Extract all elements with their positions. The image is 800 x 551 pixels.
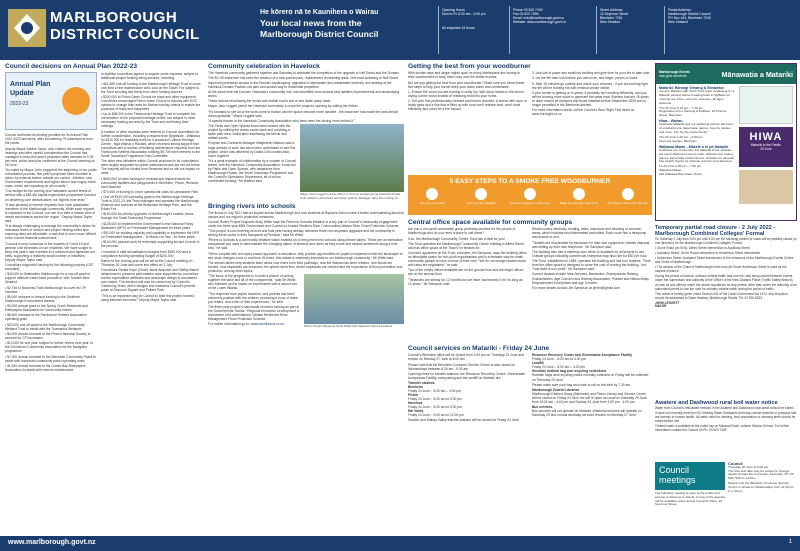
header-title-1: Your local news from the [260, 18, 362, 28]
paragraph: "It's fantastic to see all of the work come to fruition and the space become more useable - the makeover has made the area almost unrecognisable," Mayor Leggett said. [208, 109, 399, 118]
list-item: • Grove Road (on SH1): Alfred Street intersection to Auckland Street [655, 246, 750, 251]
woodburner-banner [408, 175, 652, 215]
paragraph: Deputy Mayor Nadine Taylor, who chaired the meeting and hearings said after careful consideration the Council had managed to keep this year's proposed rates increase to 5.39 per cent, which would be confirmed at the Council meeting on 30 June. [5, 146, 95, 167]
org-name-line2: DISTRICT COUNCIL [50, 26, 200, 43]
postal-line: New Zealand [668, 20, 688, 25]
paragraph: Rubbish bags and recycling crates normally collected on Friday will be collected on Thursday 23 June. [532, 373, 649, 382]
header-greeting: He kōrero nā te Kaunihera o Wairau [260, 9, 379, 16]
hours: Friday 24 June – 8.00 am – 4.30 pm [408, 389, 461, 394]
paragraph: The Trust operates the Marlborough Community Centre building in Alfred Street and has office space at the Town's for tenants for. [408, 241, 524, 250]
paragraph[interactable]: For more details contact Jim Sampson at jimrhs@gmail.com [532, 285, 620, 290]
subheading: Landfill [532, 361, 544, 366]
poster-date: 23 June [760, 147, 772, 151]
paragraph: As well as any offence under the above regulations for any person other than under the authority of an authorised permit to use the road for ordinary vehicle traffic during the period of traffic. [655, 282, 797, 291]
article-heading: Council decisions on Annual Plan 2022-23 [5, 63, 138, 70]
hiwa-poster [739, 127, 793, 167]
events-title: Mānawatia a Matariki [721, 69, 793, 79]
paragraph: Please note the Blenheim Customer Service Centre is closed on Wednesdays from 12.30 pm to 1.30 pm [728, 481, 794, 493]
paragraph: The stream tables help students learn about how rivers form their pathways, how the Wairau has been created, how floods are formed, how stopbanks are breached, the speed rivers flow, where stopbanks are needed and the importance of flood prevention and protection, among other topics. [208, 260, 403, 274]
article-heading: Getting the best from your woodburner [408, 63, 531, 70]
paragraph: Opening times for transfer stations, the Resource Recovery Centre, Greenwaste Acceptance Facility, compositing and the landfill on Matariki are: [408, 371, 526, 380]
banner-title: 5 EASY STEPS TO A SMOKE FREE WOODBURNER [449, 178, 611, 185]
paragraph: During the period of closure, ordinary vehicle traffic may use the road being closed between events under the supervision and authority of the Officer of the New Zealand Police (Traffic Safety Branch). [655, 273, 794, 282]
hours: Friday 24 June – 8.00 am to 4.30 pm [532, 357, 586, 362]
street-label: Street Address: [600, 8, 624, 12]
list-item: • One off $100,000 operating grant to the Marlborough Heritage Trust in 2022-23: the Trust manages and operates the Marlborough Museum and archives at the Brayshaw Heritage Park, and the Edwin Fox [101, 195, 200, 212]
list-item: • $70,000 of funding to cover operational costs at Lansdowne Park [101, 189, 199, 194]
rivers-schools-photo [304, 274, 404, 324]
signatory-title: MAYOR [655, 304, 667, 309]
council-meeting-details [728, 462, 797, 535]
paragraph: On Saturday 2 July from 5.00 pm until 8.00 pm the following portion of roads will be partially closed (in one direction) for the Marlborough Combined Colleges' Formal: [655, 237, 797, 246]
hours: Friday 24 June – 9.00 am to 12.00 pm [408, 413, 464, 418]
central-office-article [408, 219, 652, 339]
event-location: Waikawa Marae, [659, 168, 682, 173]
opening-hours-label: Opening Hours [442, 8, 465, 12]
subheading: Kerbside rubbish bag and recycling collections [532, 369, 607, 374]
postal-label: Postal Address: [668, 8, 692, 12]
website-link[interactable]: Website: www.marlborough.govt.nz [513, 20, 567, 25]
paragraph: Rental covers electricity, heating, rates, insurance and cleaning of common areas, which includes two kitchenettes and toilets. Each room has a heatpump and access to wi-fi. [532, 227, 647, 240]
paragraph: The following meeting is open to the public and anyone is welcome to attend. A copy of the agenda will be available online and at Council's office, 15 Seymour Street. [655, 491, 725, 507]
list-item: • $2,746 to Business Trust Marlborough to cover its CPI increase [5, 285, 87, 294]
paragraph: The Havelock community gathered together last Saturday to celebrate the completion of the upgrade to Neil Street and the Domain. [208, 71, 400, 76]
banner-step [410, 188, 454, 205]
marae-market-photo [739, 170, 793, 204]
list-item: • $4,000 annual increase to the Picton Historical Society to account for CPI increases [5, 331, 91, 341]
paragraph: "Council is very conscious of the impacts of Covid-19 and general cost increases on our residents. We have sought to keep this year's rate increase to a minimum and tightened our belts, supporting a relatively small number of initiatives," Deputy Mayor Taylor said. [5, 241, 96, 262]
photo-caption: Mayor John Leggett cut the ribbon in front of excited young Havelock Pupils Club children, with Parks and Open Spaces Manager Jane Tito looking on [300, 192, 401, 200]
meetings-title-2: meetings [659, 475, 696, 485]
header-title-2: Marlborough District Council [260, 29, 379, 39]
paragraph: Mayor John Leggett joined the Havelock community to mark the project's opening by cutting the ribbon. [208, 104, 359, 109]
paragraph: Council confirmed its funding priorities for its Annual Plan 2022-2023 last week, after considering 75 submissions from the public. [5, 133, 93, 146]
step-label: Get your flue checked [467, 201, 496, 205]
event-time: Thu 23 June 5.15 am – 7.30 am [659, 105, 703, 110]
paragraph: "As noted by Mayor John Leggett at the beginning of our public consultation process, this year's proposed rates increase is driven by external factors outside our control - inflation; new Government requirements and higher labour and supply chain costs, which are impacting on all councils." [5, 168, 97, 189]
list-item: • Auckland Street: Grove Road intersection to Hutcheson Street intersection [655, 251, 761, 256]
paragraph: Two of the empty offices available are on the ground floor and the larger offices are on the second floor. [408, 268, 524, 277]
paragraph: "A special thanks to the Havelock Community Association who have been the driving force behind it." [208, 118, 355, 123]
list-item: • $20,000 one-off grant to the Marlborough Community Wetland Trust to assist with the Tuamarina Wetlands [5, 322, 85, 331]
subheading: Bus services [532, 405, 553, 410]
footer-website-link[interactable]: www.marlborough.govt.nz [8, 539, 96, 546]
street-line: Blenheim 7201 [600, 16, 623, 21]
list-item: 1. Ensure the wood you are burning is really dry. Wet wood results in the burner drying out the wood instead of releasing heat into your home. [408, 89, 525, 98]
paragraph: Projects and Contracts Manager Maighdean Watson said a huge amount of work has since been undertaken to see this project, which was delivered by Daltra Civil construction, come together. [208, 141, 296, 158]
havelock-article [208, 63, 404, 535]
banner-step [557, 188, 601, 205]
youth-trust-graphic [739, 86, 793, 124]
opening-hours: Mon to Fri 8.00 am - 5.00 pm [442, 12, 486, 17]
annual-plan-badge [5, 72, 97, 130]
subheading: Transfer stations [408, 381, 435, 386]
paragraph: "It was pleasing to receive requests from such passionate members of the Marlborough community. While each request is important to the Council, our role is to take a holistic view of needs and balance across the region," Deputy Mayor Taylor said. [5, 202, 96, 223]
event-description: Celebrate our community this Matariki at the whānau-led event offering food and crafts, delicious kai, bakery, games, kapa haka performances, activities for tamariki, free health checks for whānau and live entertainment. [659, 148, 735, 164]
paragraph: The $1.1M makeover has seen the creation of a new pocket park, replacement of retaining walls, new road surfacing to Neil Street, improved pedestrian access to the Domain, landscaping, upgrades to stormwater and wastewater services, and seating at the Havelock Domain Pavilion car park and access way to residential properties. [208, 76, 399, 89]
event-description: Join the Marlborough Youth Trust team at Rarangi for a Matariki viewing before heading back to MyBase for morning tea. Free, everyone welcome. All ages welcome. [659, 89, 735, 105]
list-item: • $40,000 to Destination Marlborough for a one-off grant to support offshore travel trade promotion, with Tourism New Zealand [5, 272, 91, 285]
paragraph: Council Rivers Project Engineer Andy White says the Rivers to Schools initiative is a key part of Council's community engagement under the three-year $9M Government and Council co-funded Resilient River Communities Wairau River Flood Protection Scheme. [208, 219, 400, 228]
badge-graphic-icon [62, 87, 90, 115]
annual-plan-article [5, 63, 205, 535]
meetings-title-1: Council [659, 465, 690, 475]
step-label: Use lots of paper & small wood [510, 201, 550, 205]
article-heading: Awatere and Dashwood rural boil water notice [655, 400, 778, 406]
article-heading: Central office space available for community groups [408, 219, 573, 226]
boil-water-notice [655, 400, 797, 460]
article-heading: Temporary partial road closure - 2 July 2022 - Marlborough Combined Colleges' Formal [655, 225, 776, 238]
paragraph: The time and date may be subject to change; please contact the Committee Secretary, Ph: 03 520 7400 to confirm. [728, 468, 794, 481]
step-label: Make sure fire has taken hold [559, 201, 598, 205]
council-meetings-title [655, 462, 725, 490]
step-icon [524, 188, 536, 200]
paragraph: The Parks and Open Spaces team have worked with the project by shifting the tennis courts back and providing a skate park area, whilst also resurfacing the tennis and netball courts. [208, 124, 291, 141]
paragraph: "The response from pupils, teachers, and parents has been extremely positive with the children producing a book of thank you letters, and a film of their experiences," he said. [208, 291, 298, 304]
paragraph: Council's appointee on the Trust, volunteer Jim Sampson, says the building offers an affordable space for non-profit organisations and is a fantastic way for small community groups to have a home of their own. "We do not charge market rental and rates are negotiated," he said. [408, 251, 527, 268]
badge-year: 2022-23 [10, 101, 29, 108]
paragraph: "Our budget for the coming year maintains current levels of service with a $83.4M capital expenditure programme focused on delivering core infrastructure; our highest ever level." [5, 189, 96, 202]
paragraph: For more information check out the Council's Burn Right Find direct at: www.burnright.co.nz [532, 108, 635, 117]
list-item: • $125,000 to implement the Government's new National Policy Statement (NPS) on Freshwater Management for three years [101, 221, 194, 230]
subheading: Blenheim [408, 385, 423, 390]
list-item: • $13,000 for one year, subject to further review next year, to the Grovetown Community Association for the Navigator programme [5, 341, 94, 354]
page-footer [0, 536, 800, 551]
council-meetings-box [655, 462, 725, 535]
paragraph: "The focus of the programme is to build a picture of putting together the table and all of the components," said Mr White, who followed up the hands-on experiments with a school tour of the Lower Wairau. [208, 274, 298, 291]
paragraph: With shorter days and longer nights upon us many Marlburians are turning to their woodburners to keep them cosy over the winter months. [408, 71, 520, 80]
paragraph: But are you getting the best from your woodburner? Make sure you follow these five steps to help your burner keep your home warm and comfortable. [408, 80, 525, 89]
paragraph: These include resurfacing the tennis and netball courts and a new skate pump track. [208, 99, 331, 104]
paragraph: It does not currently meet the NZ Drinking Water Standards and may contain bacteria or protozoa that are harmful to human health. All water used for drinking, food preparation or cleaning teeth should be boiled before use. [655, 411, 797, 423]
paragraph: Are you a non-profit community group providing services for the people of Marlborough and do you need a place to call home? [408, 227, 516, 236]
meeting-time: Thursday 30 June at 9.00 am [728, 464, 769, 469]
paragraph: The other new initiatives within Council proposed in its consultation were largely supported by public submissions and are set out below. The majority will be funded from Reserves and so will not impact on rates. [101, 159, 201, 176]
banner-step [459, 188, 503, 205]
list-item: • $1,540 annual increase to the Ocean Bay Ratepayers Association to assist with reserve maintenance [5, 363, 86, 372]
paragraph: The floods in July 2021 had an impact across Marlborough and now students at Rapaura School have a better understanding about its causes and our region's protection measures. [208, 210, 404, 219]
org-name-line1: MARLBOROUGH [50, 9, 178, 26]
paragraph: Please note that the Blenheim Customer Service Centre is also closed on Wednesdays between 8.30 am - 9.30 am. [408, 362, 516, 371]
list-item: • $31,689 one-off funding to the Marlborough Heritage Trust to cover one-third of the maintenance work cost on the Edwin Fox subject to the Trust securing two thirds from other funding sources [101, 81, 201, 94]
paragraph: Councillors Gerald Hope (Chair) Jamie Arbuckle and Shelby Beach determined to preserve park estates were supported by councillors but the expenditure attributes and landscape design is considered and costed. The decision will now be carried out by Council's Gardening Team, which designs and maintains Council's premier parks at Seymour Square and Pollard Park. [101, 268, 199, 293]
hours: Friday 24 June – 8.00 am – 4.00 pm [532, 365, 585, 370]
article-heading: Community celebration in Havelock [208, 63, 320, 70]
hours: Friday 24 June – 8.00 am to 4.00 pm [408, 405, 462, 410]
list-item: • $600,000 of rates funding for renewal and improvements for community facilities and playgrounds in Blenheim, Picton, Renwick and Havelock [101, 176, 199, 189]
photo-caption: Rivers Project Engineer Andy White with Rapaura School students [304, 324, 393, 329]
paragraph: Current tenants include Idea Services, Barnardos, Grandparents Raising Grandchildren, Age Concern and Hearing Association, Plunket and Nelson Bays Empowerment Enterprises and Age Concern. [532, 272, 649, 285]
event-heading: Hiwa - Wairau [659, 119, 683, 124]
rivers-link[interactable]: www.riverlinksnz.co.nz [250, 322, 284, 327]
list-item: 5. After 15 minutes go outside and check your chimney - if you are burning right the fire will be burning hot with minimal smoke visible. [532, 81, 648, 90]
postal-line: PO Box 443, Blenheim 7240 [668, 16, 711, 21]
fax: Fax 03 520 7496 [513, 12, 539, 17]
step-icon [573, 188, 585, 200]
phone: Phone 03 520 7400 [513, 8, 543, 12]
paragraph: Rates for the coming year will be set at the Council meeting on Thursday 30 June and come into effect on 1 July. [101, 258, 193, 267]
paragraph: Seddon and Wairau Valley transfer stations will be closed on Friday 24 June. [408, 417, 520, 422]
list-item: • Up to $35,000 to the Flaxbourne Heritage Trust to complete the construction of the proposed heritage centre, but subject to other necessary funding secured by the Trust and confirming their costings [101, 112, 196, 129]
list-item: • $150,000 for priority upgrades in Marlborough's smaller towns through the Small Townships Programme [101, 212, 194, 221]
paragraph: "It is always challenging to manage the community's desire for increased levels of service and project funding whilst also ensuring rates are affordable, a task that is much more difficult in the current financial environment." [5, 224, 96, 241]
event-heading: Waikawa Marae - Mākete o te pō Matariki [659, 144, 729, 149]
havelock-ribbon-photo [300, 124, 404, 192]
list-item: • $5,000 increase in annual funding to the Southern Marlborough Environment Awards [5, 294, 81, 303]
paragraph: Council's Blenheim office will be closed from 5.00 pm on Thursday 23 June and reopen on Monday 27 June at 8.00 am. [408, 353, 524, 362]
street-line: 15 Seymour Street [600, 12, 629, 17]
paragraph: Councillors supported funding for the following projects (GST excluded): [5, 262, 94, 272]
paragraph: "When coupled with an inquiry-based approach to education, they provide opportunities for pupils to experiment with the landscape to see what changes occur in real time. At times, this nature is extremely important to our Marlborough community," Mr White said. [208, 251, 403, 260]
paragraph: Treated water is available at the public tap on Marama Road, outside Seddon School. For further information contact the Council on Ph: 03 520 7400. [655, 423, 790, 432]
list-item: • Hutcheson Street: Auckland Street intersection to the entrances of the Marlborough Events Centre and Clubs of Marlborough [655, 256, 794, 265]
email-link[interactable]: Email: mdc@marlborough.govt.nz [513, 16, 565, 21]
paragraph: "Tenancies are steady for 12 months but we have had tenants in for as long as 10 years," Mr Sampson said. [408, 277, 523, 286]
road-closure-notice [655, 225, 797, 397]
paragraph: If your burner is getting on in years, it probably isn't working efficiently, and you will be burning more wood to generate the same heat. Burners that are 15 years or older should be replaced and those installed before September 2005 are no longer permitted in the Blenheim airshed. [532, 91, 649, 108]
council-logo [8, 9, 46, 47]
street-line: New Zealand [600, 20, 620, 25]
enquiries-note: All enquiries 24 hours [442, 26, 475, 31]
list-item: • $3,000 annual grant to the Spring Creek Residents and Ratepayers Association for community events [5, 304, 88, 313]
paragraph: "This project is now entering its third and final year having already delivered three new stopbank upgrades and the community is seeing those works in their backyards at Renwick," said Mr White. [208, 229, 395, 238]
list-item: 2. Get your flue professionally cleaned and burner checked. A burner with worn or faulty parts and a flue that is filled up with soot won't release heat, won't work efficiently and could be a fire hazard. [408, 99, 527, 112]
paragraph: Bus services will not operate on Matariki. Weekend services will operate on Saturday 25 and normal weekday services resume on Monday 27 June. [532, 409, 642, 418]
paragraph: The building also has a meeting room which is available for all tenants to use. Outside groups including commercial enterprise may also hire for $30 per hour. [532, 249, 648, 258]
signatory-name: JOHN LEGGETT [655, 300, 680, 305]
events-brand: Marlborough Events [659, 70, 690, 74]
banner-step [508, 188, 552, 205]
subheading: Havelock [408, 401, 423, 406]
paragraph: Water from Council's reticulated network in the Awatere and Dashwood rural areas should be boiled. [655, 406, 795, 411]
event-location: Registration from: Rarangi & MyBase, 18 Kinross Street, Blenheim [659, 109, 727, 118]
subheading: Marlborough District Libraries [532, 388, 580, 392]
rivers-heading: Bringing rivers into schools [208, 203, 296, 211]
banner-step [606, 188, 650, 205]
postal-line: Marlborough District Council [668, 12, 711, 17]
event-time: Fri 24 June 4.00 pm – 7.00 pm [659, 164, 702, 169]
step-icon [426, 188, 438, 200]
paragraph: Marlborough District Library (Blenheim) and Picton Library and Service Centre will be closed on Friday 24 June but will re-open as usual on Saturday 25 June from 10:00 am - 4:00 pm and Sunday 26 June from 1:00 pm - 4:00 pm. [532, 392, 647, 405]
paragraph: The three-year project's nationwide received funding as part of the Governments' Kānoa - Regional Economic Development & Investment Unit-administered Climate Resilience River Management Flood Protection Scheme. [208, 305, 300, 322]
step-label: Buy dry wood early [420, 201, 445, 205]
step-icon [475, 188, 487, 200]
list-item: • $50,000 for building capacity and capability to implement the NPS on Freshwater Management - Te Mana o te Wai - for three years [101, 231, 200, 240]
page-header [0, 0, 800, 60]
matariki-events-panel [655, 63, 797, 221]
step-label: 15 minutes check your chimney [607, 201, 648, 205]
subheading: Picton [408, 393, 419, 398]
list-item: 3. Use lots of paper and small dry kindling and give time for your fire to take hold. [532, 71, 651, 76]
poster-subtitle: Matariki in the Pacific [750, 143, 781, 147]
poster-title: HIWA [749, 131, 783, 143]
paragraph: In addition councillors agreed to support some requests, subject to additional project funding being secured, including: [101, 72, 198, 81]
event-location: Seymour Square, Blenheim [659, 138, 697, 143]
paragraph: "Rivers to Schools is a community initiative which enables us to bring rivers into schools using stream tables. These are an interactive educational tool used to demonstrate the changing nature of streams and rivers as they erode and deposit sediments along a river bed," he said. [208, 238, 403, 251]
paragraph: Please make sure your bag and crate is out on the kerb by 7.30 am. [532, 382, 632, 387]
paragraph: "It's a great example of collaboration by a number of Council teams, with the Havelock Community Association. It was led by Parks and Open Spaces, with assistance from Marlborough Roads, the Small Townships Programme and the Council's Operations Department, all of whom contributed funding," Mr Watson said. [208, 158, 296, 184]
list-item: • $200,000 to Picton Dawn Chorus for traps and other equipment. Councillors encouraged Picton Dawn Chorus to discuss with DOC options to change their asks for Nature funding criteria to enable the purchase of traps and equipment [101, 94, 201, 111]
list-item: 4. Let the fire take hold before you add more, and larger, pieces of wood. [532, 76, 639, 81]
event-description: Celebrate Matariki and our wellbeing with an afternoon of entertainment, kapa haka, games, bouncy castles and more. Fun for the whole family! [659, 122, 734, 135]
event-location: 210 Waikawa Bay Road, Picton [659, 172, 703, 177]
badge-subtitle: Update [10, 90, 34, 98]
events-site-link[interactable]: mdc.govt.nz/events [659, 74, 687, 78]
list-item: • $100,000 (annual cost) for externally supporting iwi and Council in the process [101, 240, 200, 249]
paragraph: If so, the Marlborough Community Centre Trust has a deal for you! [408, 236, 505, 241]
meeting-title: Council [728, 462, 743, 466]
list-item: • $6,500 increase to the Flaxbourne Settlers Association operating grant [5, 313, 87, 322]
list-item: • Increase in staff annualisation budgets from $350,000 and a compliance funding operating budget of $200,000 [101, 249, 191, 258]
paragraph: "This is an important way for Council to take this project forward, using internal resources," Deputy Mayor Taylor said. [101, 293, 195, 302]
subheading: Rai Valley [408, 409, 424, 414]
list-item: • $7,000 annual increase to the Blenheim Community Patrol to assist with increased community patrol operating costs [5, 354, 96, 363]
matariki-services-article [408, 345, 652, 535]
badge-title: Annual Plan [10, 81, 51, 89]
step-icon [622, 188, 634, 200]
list-item: • The section of the Clubs of Marlborough inner loop off Grove Hutcheson Street is used as the carpark entrance. [655, 265, 787, 273]
hours: Friday 24 June – 8.00 am to 4.00 pm [408, 397, 462, 402]
paragraph: A number of other requests were referred to Council committees for further consideration, including a request from Brightside - Waikawa for $110,000 for feasibility work for a proposed Cultural Heritage Centre - Ngā Wairua o Rautahi, which received strong support from councillors and a number of building maintenance requests from the Flaxbourne Settlers Association totalling $9,709 were referred to the Small Townships Programme Sub-Committee. [101, 129, 201, 158]
paragraph: For further information go to: [208, 322, 250, 327]
article-heading: Council services on Matariki - Friday 24 June [408, 345, 550, 352]
event-time: Thu 23 June 1.00 pm – 6.00 pm [659, 135, 703, 140]
paragraph: The Trust, established in 1985, operates the building and has four trustees. "Rent from the office space is designed to cover the cost of running the building - the Trust itself is non-profit," Mr Sampson said. [532, 259, 651, 272]
page-number: 1 [788, 539, 792, 545]
paragraph: At the same time the Domain, Havelock's community hub, has benefitted from several new facilities improvements and landscaping works. [208, 89, 400, 98]
subheading: Resource Recovery Centre and Greenwaste Acceptance Facility [532, 353, 633, 358]
paragraph: "Tenants are responsible for insurance for their own equipment, rubbish disposal and setting up their own telephone," Mr Sampson said. [532, 240, 650, 249]
paragraph: This notice is hereby given under Section 342 of the Local Government Act 1974. Any enquiries should be addressed to Dean Hawkey, Marlborough Roads, Ph: 03 520 8323. [655, 291, 788, 300]
event-heading: Matariki: Rarangi Viewing & Breakfast [659, 86, 724, 90]
